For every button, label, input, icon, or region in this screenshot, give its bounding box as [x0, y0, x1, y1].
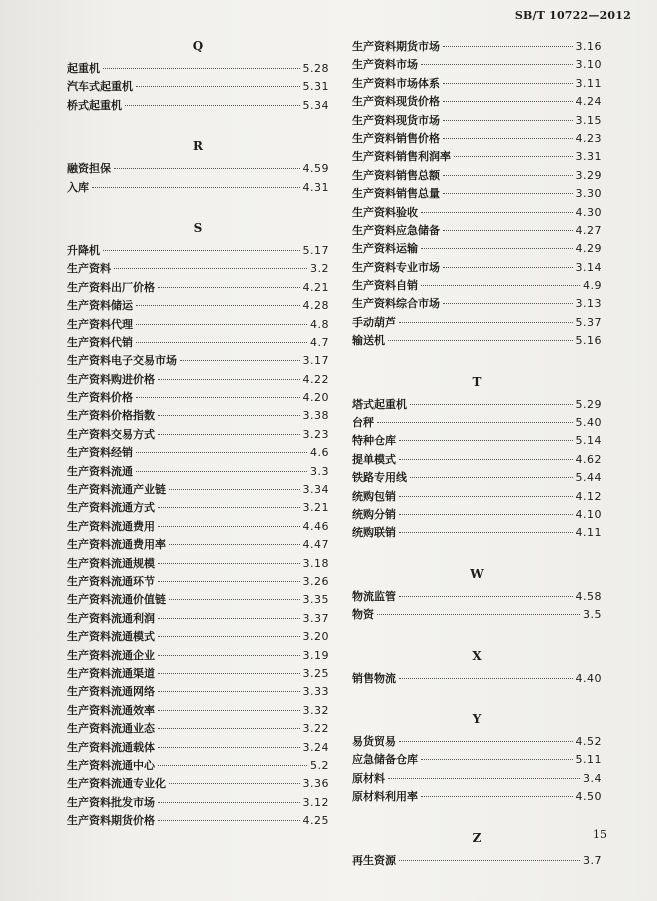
index-term: 生产资料流通 [67, 464, 133, 478]
index-entry [67, 78, 329, 96]
leader-dots [136, 342, 307, 343]
index-term: 生产资料现货市场 [352, 113, 440, 127]
index-entry [352, 93, 602, 111]
clause-reference: 3.38 [302, 409, 329, 423]
clause-reference: 4.10 [575, 507, 602, 521]
index-entry [352, 130, 602, 148]
section-gap [352, 688, 602, 705]
leader-dots [158, 765, 307, 766]
index-term: 生产资料价格 [67, 391, 133, 405]
clause-reference: 4.50 [575, 790, 602, 804]
clause-reference: 3.4 [583, 771, 602, 785]
section-letter: S [193, 220, 203, 235]
leader-dots [377, 422, 573, 423]
section-gap [67, 197, 329, 214]
index-term: 生产资料销售价格 [352, 131, 440, 145]
leader-dots [421, 796, 573, 797]
index-entry [67, 591, 329, 609]
index-term: 生产资料流通产业链 [67, 483, 166, 497]
index-term: 升降机 [67, 243, 100, 257]
clause-reference: 3.35 [302, 593, 329, 607]
clause-reference: 4.31 [302, 180, 329, 194]
index-entry [67, 316, 329, 334]
index-entry [67, 179, 329, 197]
clause-reference: 4.46 [302, 519, 329, 533]
section-gap [67, 115, 329, 132]
clause-reference: 3.20 [302, 630, 329, 644]
index-term: 生产资料流通载体 [67, 740, 155, 754]
index-entry [67, 481, 329, 499]
index-entry [352, 751, 602, 769]
clause-reference: 4.21 [302, 280, 329, 294]
index-entry [67, 160, 329, 178]
index-entry [352, 295, 602, 313]
clause-reference: 4.24 [575, 95, 602, 109]
clause-reference: 4.25 [302, 814, 329, 828]
index-term: 生产资料运输 [352, 242, 418, 256]
index-entry [67, 389, 329, 407]
leader-dots [443, 83, 573, 84]
index-column-right [352, 38, 602, 870]
leader-dots [454, 156, 573, 157]
clause-reference: 4.9 [583, 279, 602, 293]
leader-dots [158, 507, 300, 508]
clause-reference: 4.11 [575, 526, 602, 540]
index-entry [67, 97, 329, 115]
index-entry [352, 506, 602, 524]
index-entry [352, 75, 602, 93]
clause-reference: 3.37 [302, 611, 329, 625]
clause-reference: 5.28 [302, 62, 329, 75]
leader-dots [421, 248, 573, 249]
index-entry [67, 536, 329, 554]
index-entry [67, 260, 329, 278]
clause-reference: 3.33 [302, 685, 329, 699]
index-entry [352, 852, 602, 870]
leader-dots [136, 86, 300, 87]
leader-dots [114, 268, 307, 269]
clause-reference: 3.30 [575, 187, 602, 201]
clause-reference: 5.37 [575, 315, 602, 329]
clause-reference: 5.17 [302, 243, 329, 257]
clause-reference: 3.34 [302, 483, 329, 497]
index-term: 特种仓库 [352, 434, 396, 448]
clause-reference: 4.28 [302, 299, 329, 313]
clause-reference: 4.62 [575, 452, 602, 466]
index-entry [67, 60, 329, 78]
index-term: 原材料利用率 [352, 790, 418, 804]
section-letter: T [472, 374, 482, 389]
clause-reference: 5.2 [310, 758, 329, 772]
index-term: 生产资料流通模式 [67, 630, 155, 644]
leader-dots [158, 581, 300, 582]
leader-dots [399, 860, 580, 861]
index-term: 输送机 [352, 334, 385, 348]
clause-reference: 3.22 [302, 722, 329, 736]
clause-reference: 3.19 [302, 648, 329, 662]
section-gap [352, 543, 602, 560]
index-term: 手动葫芦 [352, 315, 396, 329]
clause-reference: 3.12 [302, 795, 329, 809]
index-entry [352, 488, 602, 506]
index-entry [67, 794, 329, 812]
index-entry [67, 628, 329, 646]
index-term: 生产资料专业市场 [352, 260, 440, 274]
clause-reference: 3.2 [310, 262, 329, 276]
index-entry [67, 242, 329, 260]
leader-dots [136, 324, 307, 325]
leader-dots [399, 440, 573, 441]
leader-dots [399, 532, 573, 533]
clause-reference: 3.21 [302, 501, 329, 515]
index-term: 生产资料出厂价格 [67, 280, 155, 294]
clause-reference: 3.11 [575, 76, 602, 90]
index-term: 生产资料交易方式 [67, 427, 155, 441]
leader-dots [125, 105, 300, 106]
clause-reference: 3.5 [583, 608, 602, 622]
index-entry [352, 469, 602, 487]
index-term: 销售物流 [352, 671, 396, 685]
leader-dots [136, 305, 300, 306]
index-entry [67, 702, 329, 720]
index-term: 生产资料期货价格 [67, 814, 155, 828]
clause-reference: 5.11 [575, 753, 602, 767]
index-term: 起重机 [67, 62, 100, 75]
leader-dots [180, 360, 300, 361]
leader-dots [443, 120, 573, 121]
index-term: 生产资料电子交易市场 [67, 354, 177, 368]
clause-reference: 4.52 [575, 734, 602, 748]
index-entry [352, 314, 602, 332]
index-entry [352, 588, 602, 606]
leader-dots [399, 496, 573, 497]
leader-dots [443, 101, 573, 102]
leader-dots [399, 678, 573, 679]
index-term: 生产资料流通规模 [67, 556, 155, 570]
leader-dots [399, 741, 573, 742]
index-term: 生产资料储运 [67, 299, 133, 313]
clause-reference: 4.7 [310, 335, 329, 349]
index-term: 生产资料流通费用率 [67, 538, 166, 552]
leader-dots [136, 471, 307, 472]
index-entry [67, 352, 329, 370]
leader-dots [169, 489, 300, 490]
index-entry [67, 555, 329, 573]
clause-reference: 4.47 [302, 538, 329, 552]
index-entry [352, 112, 602, 130]
index-term: 生产资料流通中心 [67, 758, 155, 772]
clause-reference: 3.14 [575, 260, 602, 274]
index-term: 生产资料流通费用 [67, 519, 155, 533]
leader-dots [158, 747, 300, 748]
index-entry [352, 185, 602, 203]
index-entry [67, 683, 329, 701]
clause-reference: 5.16 [575, 334, 602, 348]
index-term: 入库 [67, 180, 89, 194]
leader-dots [158, 802, 300, 803]
clause-reference: 4.23 [575, 131, 602, 145]
section-gap [352, 807, 602, 824]
leader-dots [399, 596, 573, 597]
index-entry [67, 279, 329, 297]
clause-reference: 4.27 [575, 223, 602, 237]
clause-reference: 4.8 [310, 317, 329, 331]
leader-dots [158, 691, 300, 692]
leader-dots [443, 138, 573, 139]
leader-dots [421, 212, 573, 213]
index-term: 生产资料流通企业 [67, 648, 155, 662]
index-entry [352, 332, 602, 350]
section-letter: Z [472, 830, 482, 845]
clause-reference: 3.25 [302, 666, 329, 680]
index-term: 生产资料流通利润 [67, 611, 155, 625]
leader-dots [158, 820, 300, 821]
index-term: 生产资料期货市场 [352, 40, 440, 53]
leader-dots [388, 778, 580, 779]
leader-dots [158, 710, 300, 711]
index-entry [67, 334, 329, 352]
index-term: 生产资料流通专业化 [67, 777, 166, 791]
clause-reference: 5.29 [575, 397, 602, 411]
leader-dots [158, 728, 300, 729]
index-term: 生产资料代销 [67, 335, 133, 349]
leader-dots [443, 175, 573, 176]
clause-reference: 3.26 [302, 574, 329, 588]
clause-reference: 3.23 [302, 427, 329, 441]
index-entry [352, 788, 602, 806]
leader-dots [103, 250, 300, 251]
index-entry [67, 426, 329, 444]
leader-dots [158, 379, 300, 380]
clause-reference: 4.59 [302, 162, 329, 176]
index-term: 生产资料代理 [67, 317, 133, 331]
index-entry [352, 38, 602, 56]
leader-dots [169, 599, 300, 600]
clause-reference: 3.3 [310, 464, 329, 478]
section-gap [352, 351, 602, 368]
index-term: 融资担保 [67, 162, 111, 176]
index-term: 生产资料流通方式 [67, 501, 155, 515]
index-term: 物资 [352, 608, 374, 622]
leader-dots [114, 168, 300, 169]
index-term: 桥式起重机 [67, 98, 122, 112]
clause-reference: 3.7 [583, 853, 602, 867]
clause-reference: 3.13 [575, 297, 602, 311]
index-entry [67, 463, 329, 481]
index-term: 塔式起重机 [352, 397, 407, 411]
clause-reference: 3.15 [575, 113, 602, 127]
index-term: 生产资料销售利润率 [352, 150, 451, 164]
clause-reference: 3.24 [302, 740, 329, 754]
clause-reference: 5.44 [575, 471, 602, 485]
index-entry [67, 499, 329, 517]
leader-dots [421, 759, 573, 760]
index-entry [352, 524, 602, 542]
clause-reference: 4.29 [575, 242, 602, 256]
section-gap [352, 625, 602, 642]
page-number: 15 [593, 828, 607, 841]
index-term: 生产资料市场体系 [352, 76, 440, 90]
index-term: 提单模式 [352, 452, 396, 466]
index-term: 统购联销 [352, 526, 396, 540]
clause-reference: 4.58 [575, 589, 602, 603]
leader-dots [399, 322, 573, 323]
clause-reference: 4.20 [302, 391, 329, 405]
index-term: 生产资料流通价值链 [67, 593, 166, 607]
section-letter: Q [192, 39, 204, 53]
index-entry [67, 720, 329, 738]
section-letter: R [193, 139, 203, 154]
clause-reference: 5.31 [302, 80, 329, 94]
index-term: 汽车式起重机 [67, 80, 133, 94]
clause-reference: 4.6 [310, 446, 329, 460]
index-entry [352, 259, 602, 277]
leader-dots [92, 187, 300, 188]
leader-dots [388, 340, 573, 341]
leader-dots [443, 267, 573, 268]
section-letter: X [472, 648, 482, 663]
index-column-left [67, 32, 329, 830]
leader-dots [377, 614, 580, 615]
index-term: 生产资料经销 [67, 446, 133, 460]
index-entry [352, 396, 602, 414]
leader-dots [410, 404, 573, 405]
index-term: 生产资料销售总量 [352, 187, 440, 201]
index-term: 生产资料批发市场 [67, 795, 155, 809]
leader-dots [158, 434, 300, 435]
clause-reference: 3.17 [302, 354, 329, 368]
index-term: 铁路专用线 [352, 471, 407, 485]
leader-dots [158, 618, 300, 619]
leader-dots [399, 459, 573, 460]
leader-dots [443, 193, 573, 194]
index-entry [67, 297, 329, 315]
index-term: 生产资料现货价格 [352, 95, 440, 109]
standard-number: SB/T 10722—2012 [514, 9, 631, 22]
leader-dots [158, 655, 300, 656]
index-term: 生产资料销售总额 [352, 168, 440, 182]
index-entry [67, 647, 329, 665]
index-entry [67, 573, 329, 591]
index-entry [352, 770, 602, 788]
index-entry [67, 444, 329, 462]
index-entry [352, 222, 602, 240]
index-entry [67, 757, 329, 775]
index-entry [67, 665, 329, 683]
index-entry [352, 451, 602, 469]
leader-dots [158, 673, 300, 674]
leader-dots [399, 514, 573, 515]
leader-dots [443, 230, 573, 231]
index-entry [352, 733, 602, 751]
clause-reference: 4.40 [575, 671, 602, 685]
index-term: 生产资料市场 [352, 58, 418, 72]
index-term: 应急储备仓库 [352, 753, 418, 767]
index-term: 生产资料流通效率 [67, 703, 155, 717]
index-term: 生产资料价格指数 [67, 409, 155, 423]
index-entry [67, 812, 329, 830]
clause-reference: 3.18 [302, 556, 329, 570]
index-term: 生产资料自销 [352, 279, 418, 293]
leader-dots [169, 544, 300, 545]
index-entry [67, 739, 329, 757]
index-term: 统购分销 [352, 507, 396, 521]
index-entry [67, 407, 329, 425]
clause-reference: 4.22 [302, 372, 329, 386]
leader-dots [158, 563, 300, 564]
index-entry [352, 670, 602, 688]
index-term: 生产资料流通渠道 [67, 666, 155, 680]
index-term: 生产资料应急储备 [352, 223, 440, 237]
clause-reference: 4.12 [575, 489, 602, 503]
leader-dots [443, 303, 573, 304]
index-term: 生产资料流通网络 [67, 685, 155, 699]
index-entry [352, 414, 602, 432]
leader-dots [421, 285, 580, 286]
index-entry [352, 606, 602, 624]
clause-reference: 3.29 [575, 168, 602, 182]
leader-dots [443, 46, 573, 47]
index-entry [352, 167, 602, 185]
index-entry [67, 371, 329, 389]
clause-reference: 4.30 [575, 205, 602, 219]
index-term: 生产资料购进价格 [67, 372, 155, 386]
index-entry [352, 56, 602, 74]
leader-dots [103, 68, 300, 69]
clause-reference: 3.36 [302, 777, 329, 791]
section-letter: W [470, 566, 484, 581]
clause-reference: 5.14 [575, 434, 602, 448]
index-term: 物流监管 [352, 589, 396, 603]
index-term: 生产资料流通环节 [67, 574, 155, 588]
leader-dots [421, 64, 573, 65]
index-term: 台秤 [352, 416, 374, 430]
index-entry [67, 518, 329, 536]
index-entry [352, 148, 602, 166]
leader-dots [169, 783, 300, 784]
index-term: 易货贸易 [352, 734, 396, 748]
index-term: 生产资料综合市场 [352, 297, 440, 311]
index-term: 生产资料 [67, 262, 111, 276]
clause-reference: 5.34 [302, 98, 329, 112]
clause-reference: 3.10 [575, 58, 602, 72]
section-letter: Y [472, 711, 482, 726]
index-entry [352, 432, 602, 450]
leader-dots [158, 526, 300, 527]
index-term: 统购包销 [352, 489, 396, 503]
index-entry [67, 775, 329, 793]
index-entry [352, 240, 602, 258]
clause-reference: 3.32 [302, 703, 329, 717]
index-entry [352, 204, 602, 222]
clause-reference: 5.40 [575, 416, 602, 430]
leader-dots [410, 477, 573, 478]
leader-dots [136, 397, 300, 398]
leader-dots [158, 415, 300, 416]
index-term: 生产资料流通业态 [67, 722, 155, 736]
clause-reference: 3.31 [575, 150, 602, 164]
index-entry [352, 277, 602, 295]
leader-dots [158, 287, 300, 288]
index-term: 再生资源 [352, 853, 396, 867]
index-term: 生产资料验收 [352, 205, 418, 219]
leader-dots [158, 636, 300, 637]
clause-reference: 3.16 [575, 40, 602, 53]
index-term: 原材料 [352, 771, 385, 785]
index-entry [67, 610, 329, 628]
leader-dots [136, 452, 307, 453]
